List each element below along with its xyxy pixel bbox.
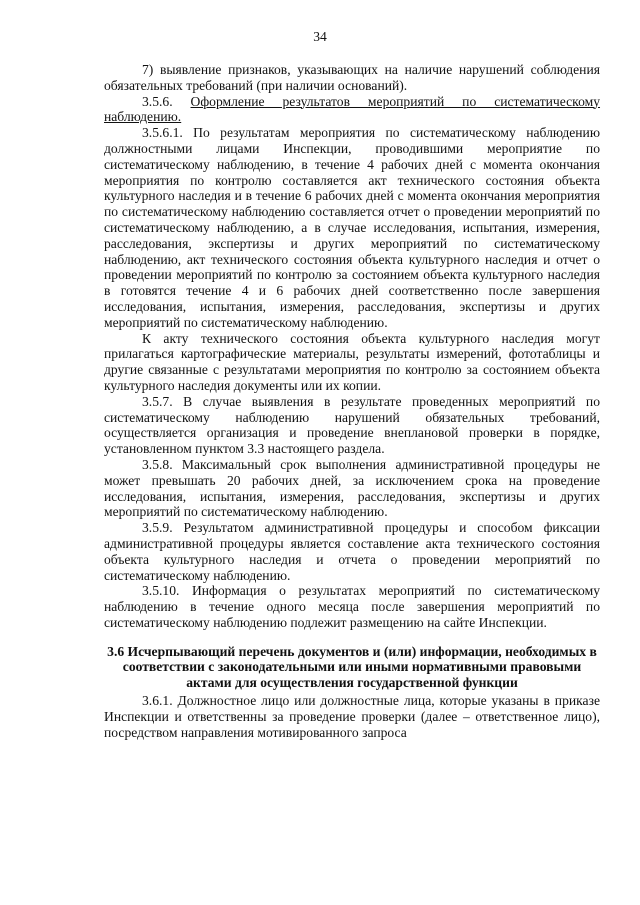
underlined-title: Оформление результатов мероприятий по систематическому наблюдению. (104, 93, 601, 125)
document-body (104, 62, 600, 740)
paragraph-attachments: К акту технического состояния объекта культурного наследия могут прилагаться картографические материалы, результаты измерений, фототаблицы и другие связанные с результатами мероприятия по контролю за состоянием объекта культурного наследия документы или их копии. (104, 330, 600, 393)
paragraph-3-5-6 (104, 94, 600, 126)
paragraph-3-5-6-1: 3.5.6.1. По результатам мероприятия по систематическому наблюдению должностными лицами Инспекции, проводившими мероприятие по систематическому наблюдению, в течение 4 рабочих дней с момента окончания мероприятия по контролю составляется акт технического состояния объекта культурного наследия и в течение 6 рабочих дней с момента окончания мероприятия по систематическому наблюдению составляется отчет о проведении мероприятий по систематическому наблюдению, а в случае исследования, испытания, измерения, расследования, экспертизы и других мероприятий по систематическому наблюдению, акт технического состояния объекта культурного наследия и отчет о проведении мероприятий по контролю за состоянием объекта культурного наследия в готовятся течение 4 и 6 рабочих дней соответственно после завершения исследования, испытания, измерения, расследования, экспертизы и других мероприятий по систематическому наблюдению. (104, 125, 600, 330)
paragraph-item-7: 7) выявление признаков, указывающих на наличие нарушений соблюдения обязательных требований (при наличии оснований). (104, 62, 600, 93)
section-heading-3-6: 3.6 Исчерпывающий перечень документов и (или) информации, необходимых в соответствии с законодательными или иными нормативными правовыми актами для осуществления государственной функции (107, 643, 597, 691)
paragraph-3-5-10: 3.5.10. Информация о результатах мероприятий по систематическому наблюдению в течение одного месяца после завершения мероприятий по систематическому наблюдению подлежит размещению на сайте Инспекции. (104, 583, 600, 630)
paragraph-3-5-7: 3.5.7. В случае выявления в результате проведенных мероприятий по систематическому наблюдению нарушений обязательных требований, осуществляется организация и проведение внеплановой проверки в порядке, установленном пунктом 3.3 настоящего раздела. (104, 393, 600, 457)
page-number: 34 (313, 29, 327, 44)
paragraph-3-6-1: 3.6.1. Должностное лицо или должностные лица, которые указаны в приказе Инспекции и ответственны за проведение проверки (далее – ответственное лицо), посредством направления мотивированного запроса (104, 693, 600, 740)
paragraph-3-5-9: 3.5.9. Результатом административной процедуры и способом фиксации административной процедуры является составление акта технического состояния объекта культурного наследия и отчета о проведении мероприятий по систематическому наблюдению. (104, 520, 600, 583)
paragraph-3-5-8: 3.5.8. Максимальный срок выполнения административной процедуры не может превышать 20 рабочих дней, за исключением срока на проведение исследования, испытания, измерения, расследования, экспертизы и других мероприятий по систематическому наблюдению. (104, 456, 600, 520)
paragraph-number: 3.5.6. (142, 93, 191, 109)
